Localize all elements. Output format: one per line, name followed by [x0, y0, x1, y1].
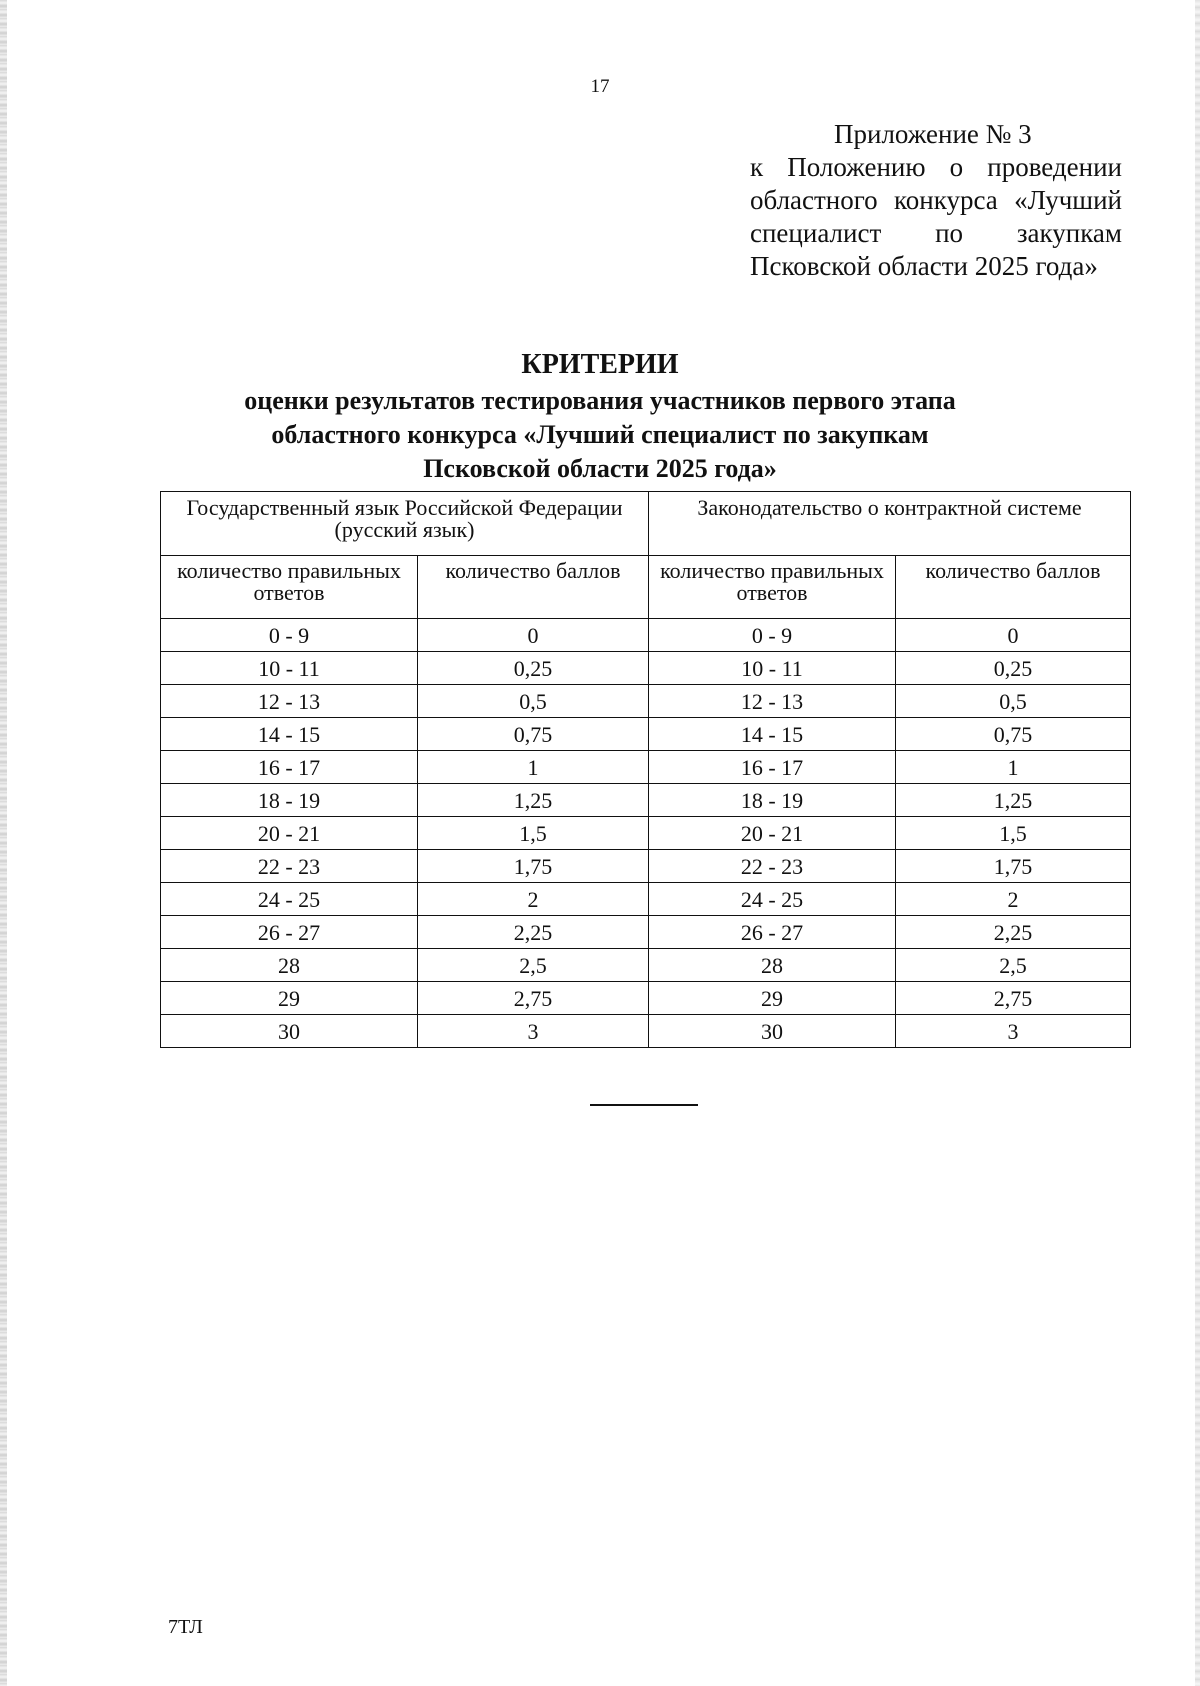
answers-count-cell: 18 - 19: [161, 784, 418, 817]
answers-count-cell: 20 - 21: [649, 817, 896, 850]
answers-count-cell: 24 - 25: [161, 883, 418, 916]
score-cell: 1,5: [418, 817, 649, 850]
appendix-line: специалист по закупкам: [750, 218, 1122, 248]
score-cell: 2: [896, 883, 1131, 916]
answers-count-cell: 14 - 15: [161, 718, 418, 751]
table-row: [161, 817, 1131, 850]
score-cell: 2,5: [418, 949, 649, 982]
answers-count-cell: 14 - 15: [649, 718, 896, 751]
answers-count-cell: 22 - 23: [649, 850, 896, 883]
answers-count-cell: 24 - 25: [649, 883, 896, 916]
score-cell: 1,25: [896, 784, 1131, 817]
score-cell: 3: [418, 1015, 649, 1048]
score-cell: 0,75: [418, 718, 649, 751]
answers-count-cell: 0 - 9: [649, 619, 896, 652]
appendix-block: [750, 118, 1122, 283]
document-code: 7ТЛ: [168, 1616, 203, 1638]
end-rule: [590, 1104, 698, 1106]
score-cell: 2,75: [418, 982, 649, 1015]
table-row: [161, 652, 1131, 685]
table-row: [161, 685, 1131, 718]
column-header: количество баллов: [418, 556, 649, 619]
column-header: количество правильных ответов: [161, 556, 418, 619]
answers-count-cell: 0 - 9: [161, 619, 418, 652]
answers-count-cell: 16 - 17: [161, 751, 418, 784]
appendix-line: областного конкурса «Лучший: [750, 185, 1122, 215]
score-cell: 0: [418, 619, 649, 652]
answers-count-cell: 10 - 11: [161, 652, 418, 685]
scan-edge-right: [1195, 0, 1200, 1686]
column-header: количество правильных ответов: [649, 556, 896, 619]
table-row: [161, 718, 1131, 751]
table-row: [161, 751, 1131, 784]
score-cell: 1,75: [896, 850, 1131, 883]
score-cell: 2,75: [896, 982, 1131, 1015]
score-cell: 1: [896, 751, 1131, 784]
answers-count-cell: 26 - 27: [649, 916, 896, 949]
answers-count-cell: 30: [649, 1015, 896, 1048]
table-row: [161, 949, 1131, 982]
score-cell: 3: [896, 1015, 1131, 1048]
scan-edge-left: [0, 0, 7, 1686]
answers-count-cell: 12 - 13: [161, 685, 418, 718]
score-cell: 0,25: [896, 652, 1131, 685]
appendix-line: к Положению о проведении: [750, 152, 1122, 182]
table-row: [161, 883, 1131, 916]
document-heading: [0, 346, 1200, 486]
table-row: [161, 850, 1131, 883]
score-cell: 0,75: [896, 718, 1131, 751]
score-cell: 0,5: [418, 685, 649, 718]
heading-line: Псковской области 2025 года»: [423, 454, 777, 483]
column-header: количество баллов: [896, 556, 1131, 619]
answers-count-cell: 16 - 17: [649, 751, 896, 784]
score-cell: 1,25: [418, 784, 649, 817]
heading-line: областного конкурса «Лучший специалист по закупкам: [271, 420, 929, 449]
answers-count-cell: 20 - 21: [161, 817, 418, 850]
score-cell: 0,25: [418, 652, 649, 685]
score-cell: 2: [418, 883, 649, 916]
answers-count-cell: 22 - 23: [161, 850, 418, 883]
appendix-line: Псковской области 2025 года»: [750, 251, 1098, 281]
page-number: 17: [590, 76, 610, 97]
heading-line: оценки результатов тестирования участников первого этапа: [244, 386, 956, 415]
table-row: [161, 982, 1131, 1015]
table-row: [161, 784, 1131, 817]
score-cell: 1,5: [896, 817, 1131, 850]
answers-count-cell: 28: [161, 949, 418, 982]
criteria-table-body: [161, 619, 1131, 1048]
answers-count-cell: 26 - 27: [161, 916, 418, 949]
score-cell: 1: [418, 751, 649, 784]
answers-count-cell: 28: [649, 949, 896, 982]
table-row: [161, 619, 1131, 652]
group-header-contract-law: Законодательство о контрактной системе: [649, 492, 1131, 556]
table-row: [161, 1015, 1131, 1048]
appendix-title: Приложение № 3: [834, 119, 1032, 149]
answers-count-cell: 29: [649, 982, 896, 1015]
answers-count-cell: 29: [161, 982, 418, 1015]
score-cell: 2,25: [896, 916, 1131, 949]
answers-count-cell: 10 - 11: [649, 652, 896, 685]
heading-title: КРИТЕРИИ: [521, 349, 679, 380]
group-header-row: [161, 492, 1131, 556]
score-cell: 0,5: [896, 685, 1131, 718]
column-header-row: [161, 556, 1131, 619]
answers-count-cell: 12 - 13: [649, 685, 896, 718]
criteria-table: [160, 491, 1131, 1048]
answers-count-cell: 18 - 19: [649, 784, 896, 817]
table-row: [161, 916, 1131, 949]
score-cell: 1,75: [418, 850, 649, 883]
score-cell: 2,5: [896, 949, 1131, 982]
group-header-russian-language: Государственный язык Российской Федерации (русский язык): [161, 492, 649, 556]
score-cell: 0: [896, 619, 1131, 652]
answers-count-cell: 30: [161, 1015, 418, 1048]
score-cell: 2,25: [418, 916, 649, 949]
